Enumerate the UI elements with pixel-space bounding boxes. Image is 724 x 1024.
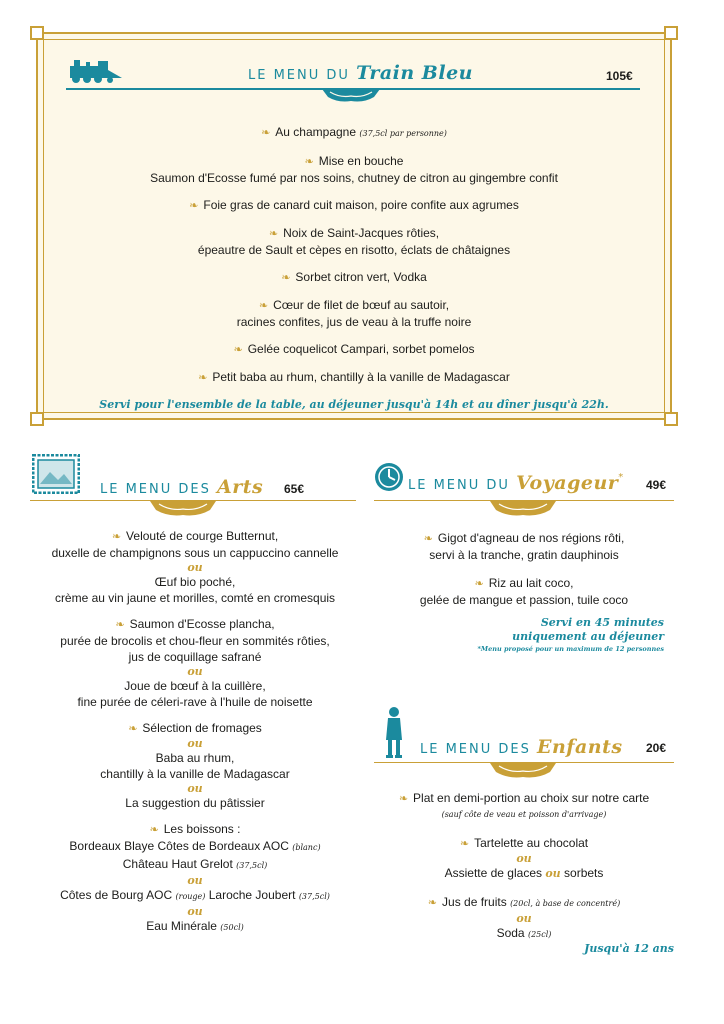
arts-items — [20, 528, 370, 946]
leaf-bullet-icon: ❧ — [189, 200, 199, 212]
menu-group: ❧ Saumon d'Ecosse plancha, purée de brocolis et chou-fleur en sommités rôties, jus de coquillage safrané ou Joue de bœuf à la cuillère, fine purée de céleri-rave à l'huile de noisette — [60, 617, 330, 709]
menu-item: ❧ Mise en bouche Saumon d'Ecosse fumé par nos soins, chutney de citron au gingembre confit — [150, 154, 558, 185]
leaf-bullet-icon: ❧ — [281, 272, 291, 284]
frame-corner — [30, 26, 44, 40]
frame-corner — [664, 412, 678, 426]
enfants-items — [374, 790, 674, 957]
title-prefix: LE MENU DU — [248, 68, 350, 83]
train-bleu-footer: Servi pour l'ensemble de la table, au déjeuner jusqu'à 14h et au dîner jusqu'à 22h. — [99, 398, 609, 411]
menu-item: ❧ Cœur de filet de bœuf au sautoir, racines confites, jus de veau à la truffe noire — [236, 298, 472, 329]
leaf-bullet-icon: ❧ — [258, 300, 269, 312]
train-bleu-panel — [36, 32, 672, 420]
title-name: Train Bleu — [356, 62, 473, 84]
leaf-bullet-icon: ❧ — [128, 723, 138, 735]
arts-title: LE MENU DES Arts — [100, 476, 264, 498]
voyageur-note: Servi en 45 minutes uniquement au déjeuner *Menu proposé pour un maximum de 12 personnes — [477, 616, 664, 653]
leaf-bullet-icon: ❧ — [459, 838, 470, 850]
menu-item: ❧ Gelée coquelicot Campari, sorbet pomelos — [233, 342, 475, 356]
menu-group-drinks: ❧ Les boissons : Bordeaux Blaye Côtes de Bordeaux AOC (blanc) Château Haut Grelot (37,5cl) ou Côtes de Bourg AOC (rouge) Laroche Joubert (37,5cl) ou Eau Minérale (50cl) — [60, 822, 330, 933]
gold-ornament-icon — [150, 501, 216, 517]
train-bleu-title — [248, 62, 473, 84]
leaf-bullet-icon: ❧ — [111, 531, 122, 543]
enfants-price: 20€ — [646, 741, 667, 755]
train-icon — [68, 58, 124, 84]
voyageur-items — [374, 530, 674, 654]
leaf-bullet-icon: ❧ — [398, 793, 409, 805]
gold-ornament-icon — [490, 501, 556, 517]
enfants-header — [374, 706, 674, 766]
menu-group: ❧ Sélection de fromages ou Baba au rhum, chantilly à la vanille de Madagascar ou La suggestion du pâtissier — [100, 721, 290, 810]
arts-price: 65€ — [284, 482, 305, 496]
voyageur-title: LE MENU DU Voyageur* — [408, 472, 626, 494]
menu-item: ❧ Petit baba au rhum, chantilly à la vanille de Madagascar — [198, 370, 510, 384]
enfants-footer: Jusqu'à 12 ans — [584, 942, 674, 955]
gold-ornament-icon — [490, 763, 556, 779]
train-bleu-price: 105€ — [606, 69, 633, 83]
train-bleu-items — [38, 124, 670, 413]
leaf-bullet-icon: ❧ — [115, 619, 125, 631]
painting-frame-icon — [32, 454, 80, 494]
menu-item: ❧ Foie gras de canard cuit maison, poire confite aux agrumes — [189, 198, 519, 212]
leaf-bullet-icon: ❧ — [427, 897, 438, 909]
voyageur-header — [374, 462, 674, 502]
menu-item: ❧ Tartelette au chocolat ou Assiette de glaces ou sorbets — [444, 836, 604, 880]
menu-item: ❧ Plat en demi-portion au choix sur notre carte (sauf côte de veau et poisson d'arrivage) — [398, 791, 650, 819]
child-figure-icon — [384, 706, 404, 760]
leaf-bullet-icon: ❧ — [233, 344, 243, 356]
menu-item: ❧ Sorbet citron vert, Vodka — [281, 270, 427, 284]
gold-ornament-icon — [322, 89, 380, 103]
menu-group: ❧ Velouté de courge Butternut, duxelle de champignons sous un cappuccino cannelle ou Œuf bio poché, crème au vin jaune et morilles, comté en cromesquis — [51, 529, 339, 605]
leaf-bullet-icon: ❧ — [198, 372, 208, 384]
arts-header — [30, 452, 360, 502]
leaf-bullet-icon: ❧ — [423, 533, 433, 545]
menu-item: ❧ Gigot d'agneau de nos régions rôti, servi à la tranche, gratin dauphinois — [423, 531, 625, 562]
leaf-bullet-icon: ❧ — [304, 156, 314, 168]
menu-item: ❧ Noix de Saint-Jacques rôties, épeautre de Sault et cèpes en risotto, éclats de châtaignes — [197, 226, 511, 257]
menu-item: ❧ Au champagne (37,5cl par personne) — [261, 125, 447, 139]
frame-corner — [30, 412, 44, 426]
menu-item: ❧ Riz au lait coco, gelée de mangue et passion, tuile coco — [419, 576, 629, 607]
leaf-bullet-icon: ❧ — [149, 824, 159, 836]
frame-corner — [664, 26, 678, 40]
voyageur-price: 49€ — [646, 478, 667, 492]
enfants-title: LE MENU DES Enfants — [420, 736, 623, 758]
leaf-bullet-icon: ❧ — [474, 578, 484, 590]
menu-item: ❧ Jus de fruits (20cl, à base de concentré) ou Soda (25cl) — [427, 895, 621, 940]
leaf-bullet-icon: ❧ — [268, 228, 279, 240]
clock-icon — [374, 462, 404, 492]
leaf-bullet-icon: ❧ — [261, 127, 271, 139]
